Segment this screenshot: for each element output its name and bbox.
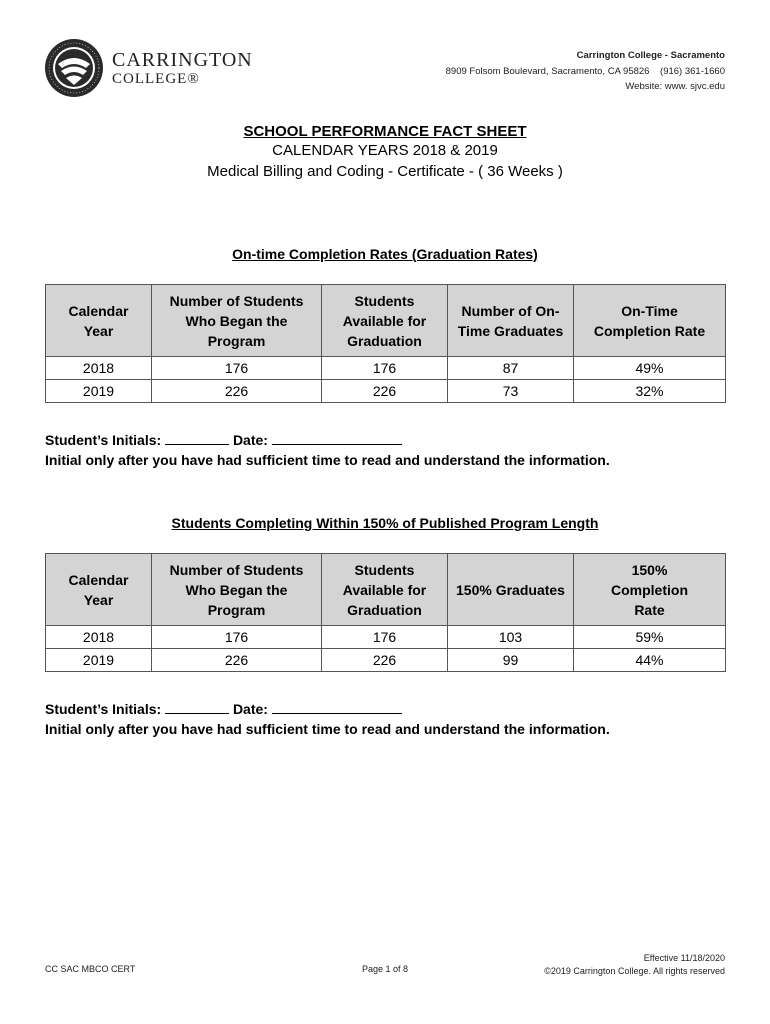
- header-ontime-rate: On-Time Completion Rate: [574, 285, 726, 357]
- initials-label: Student’s Initials:: [45, 701, 162, 717]
- acknowledgement-instruction: Initial only after you have had sufficient time to read and understand the information.: [45, 721, 610, 737]
- cell-year: 2018: [46, 357, 152, 380]
- table-row: [46, 649, 726, 672]
- header-150pct-rate: 150% Completion Rate: [574, 554, 726, 626]
- cell-available: 176: [322, 357, 448, 380]
- cell-available: 226: [322, 380, 448, 403]
- completion-150pct-table: [45, 553, 726, 672]
- date-label: Date:: [232, 701, 268, 717]
- cell-began: 226: [152, 649, 322, 672]
- header-students-began: Number of Students Who Began the Program: [152, 554, 322, 626]
- cell-began: 176: [152, 626, 322, 649]
- copyright: ©2019 Carrington College. All rights reserved: [544, 966, 725, 976]
- campus-address: 8909 Folsom Boulevard, Sacramento, CA 95826 (916) 361-1660: [445, 65, 725, 77]
- header-calendar-year: Calendar Year: [46, 554, 152, 626]
- brand-name: CARRINGTON: [112, 48, 253, 71]
- college-seal-icon: [44, 38, 104, 98]
- header-ontime-graduates: Number of On-Time Graduates: [448, 285, 574, 357]
- cell-graduates: 99: [448, 649, 574, 672]
- header-students-began: Number of Students Who Began the Program: [152, 285, 322, 357]
- acknowledgement-2: [45, 699, 610, 739]
- table-row: [46, 626, 726, 649]
- cell-rate: 44%: [574, 649, 726, 672]
- campus-contact: [446, 48, 725, 95]
- section-title-150pct: Students Completing Within 150% of Published Program Length: [171, 515, 599, 531]
- table-row: [46, 380, 726, 403]
- cell-graduates: 103: [448, 626, 574, 649]
- document-title: SCHOOL PERFORMANCE FACT SHEET: [243, 123, 527, 140]
- initials-field[interactable]: [165, 430, 229, 445]
- header-students-available: Students Available for Graduation: [322, 285, 448, 357]
- document-title-block: [0, 122, 770, 183]
- cell-began: 176: [152, 357, 322, 380]
- campus-name: Carrington College - Sacramento: [576, 50, 725, 61]
- acknowledgement-1: [45, 430, 610, 470]
- table-header-row: [46, 285, 726, 357]
- calendar-years: CALENDAR YEARS 2018 & 2019: [272, 142, 498, 159]
- cell-rate: 49%: [574, 357, 726, 380]
- campus-website: Website: www. sjvc.edu: [625, 81, 725, 92]
- cell-year: 2018: [46, 626, 152, 649]
- header-students-available: Students Available for Graduation: [322, 554, 448, 626]
- cell-year: 2019: [46, 649, 152, 672]
- cell-rate: 59%: [574, 626, 726, 649]
- cell-graduates: 73: [448, 380, 574, 403]
- acknowledgement-instruction: Initial only after you have had sufficient time to read and understand the information.: [45, 452, 610, 468]
- brand-subname: COLLEGE®: [112, 70, 200, 87]
- cell-available: 226: [322, 649, 448, 672]
- effective-date: Effective 11/18/2020: [643, 953, 725, 963]
- program-name: Medical Billing and Coding - Certificate - ( 36 Weeks ): [207, 163, 563, 180]
- initials-label: Student’s Initials:: [45, 432, 162, 448]
- cell-available: 176: [322, 626, 448, 649]
- table-row: [46, 357, 726, 380]
- cell-graduates: 87: [448, 357, 574, 380]
- cell-year: 2019: [46, 380, 152, 403]
- section-title-ontime: On-time Completion Rates (Graduation Rates): [232, 246, 538, 262]
- table-header-row: [46, 554, 726, 626]
- cell-rate: 32%: [574, 380, 726, 403]
- page-number: Page 1 of 8: [361, 964, 409, 974]
- cell-began: 226: [152, 380, 322, 403]
- date-field[interactable]: [272, 430, 402, 445]
- header-calendar-year: Calendar Year: [46, 285, 152, 357]
- footer-right: [544, 952, 725, 978]
- header-150pct-graduates: 150% Graduates: [448, 554, 574, 626]
- college-logo: [44, 38, 253, 98]
- ontime-completion-table: [45, 284, 726, 403]
- initials-field[interactable]: [165, 699, 229, 714]
- date-field[interactable]: [272, 699, 402, 714]
- date-label: Date:: [232, 432, 268, 448]
- document-code: CC SAC MBCO CERT: [45, 964, 136, 974]
